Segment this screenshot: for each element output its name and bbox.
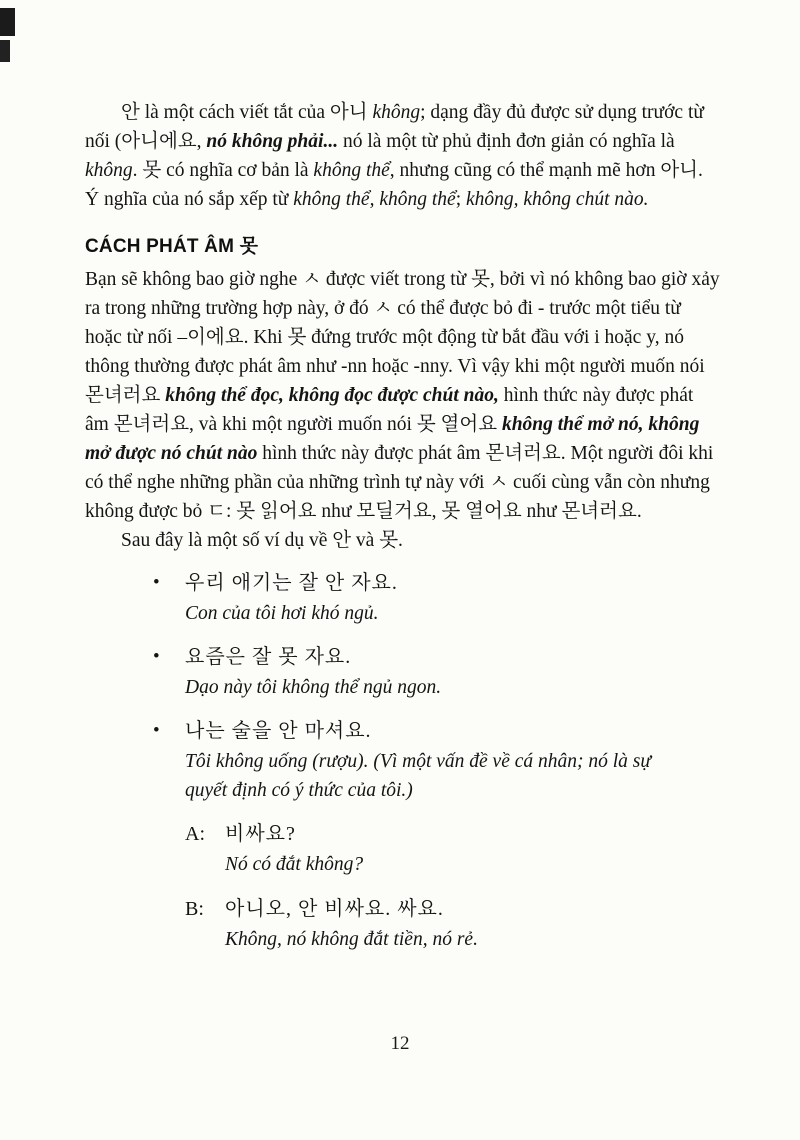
example-body: [185, 567, 655, 628]
example-item: [153, 641, 720, 702]
example-item: [153, 567, 720, 628]
dialogue-line: [185, 893, 720, 954]
example-item: [153, 715, 720, 805]
example-body: [185, 641, 655, 702]
scan-artifact-mark: [0, 8, 15, 36]
vietnamese-translation: Dạo này tôi không thể ngủ ngon.: [185, 677, 442, 698]
speaker-label: B:: [185, 898, 204, 920]
examples-intro: Sau đây là một số ví dụ về 안 và 못.: [121, 530, 403, 551]
bullet-marker: •: [153, 572, 160, 593]
dialogue-body: [225, 893, 695, 954]
korean-text: 비싸요?: [225, 823, 296, 845]
vietnamese-translation: Tôi không uống (rượu). (Vì một vấn đề về cá nhân; nó là sự quyết định có ý thức của tôi.): [185, 751, 652, 801]
korean-text: 요즘은 잘 못 자요.: [185, 646, 352, 668]
example-body: [185, 715, 655, 805]
intro-paragraph: 안 là một cách viết tắt của 아니 không; dạng đầy đủ được sử dụng trước từ nối (아니에요, nó không phải... nó là một từ phủ định đơn giản có nghĩa là không. 못 có nghĩa cơ bản là không thể, nhưng cũng có thể mạnh mẽ hơn 아니. Ý nghĩa của nó sắp xếp từ không thể, không thể; không, không chút nào.: [85, 102, 704, 210]
section-heading: CÁCH PHÁT ÂM 못: [85, 236, 259, 257]
bullet-marker: •: [153, 720, 160, 741]
dialogue-block: [185, 818, 720, 954]
examples-list: [153, 567, 720, 954]
dialogue-line: [185, 818, 720, 879]
scan-artifact-mark: [0, 40, 10, 62]
page-number: 12: [390, 1033, 410, 1054]
speaker-label: A:: [185, 823, 205, 845]
vietnamese-translation: Nó có đắt không?: [225, 854, 364, 875]
korean-text: 아니오, 안 비싸요. 싸요.: [225, 898, 444, 920]
vietnamese-translation: Con của tôi hơi khó ngủ.: [185, 603, 379, 624]
pronunciation-paragraph: Bạn sẽ không bao giờ nghe ㅅ được viết trong từ 못, bởi vì nó không bao giờ xảy ra trong những trường hợp này, ở đó ㅅ có thể được bỏ đi - trước một tiểu từ hoặc từ nối –이에요. Khi 못 đứng trước một động từ bắt đầu với i hoặc y, nó thông thường được phát âm như -nn hoặc -nny. Vì vậy khi một người muốn nói 몬녀러요 không thể đọc, không đọc được chút nào, hình thức này được phát âm 몬녀러요, và khi một người muốn nói 못 열어요 không thể mở nó, không mở được nó chút nào hình thức này được phát âm 몬녀러요. Một người đôi khi có thể nghe những phần của những trình tự này với ㅅ cuối cùng vẫn còn nhưng không được bỏ ㄷ: 못 읽어요 như 모딜거요, 못 열어요 như 몬녀러요.: [85, 269, 720, 522]
vietnamese-translation: Không, nó không đắt tiền, nó rẻ.: [225, 929, 478, 950]
korean-text: 우리 애기는 잘 안 자요.: [185, 572, 398, 594]
bullet-marker: •: [153, 646, 160, 667]
dialogue-body: [225, 818, 695, 879]
korean-text: 나는 술을 안 마셔요.: [185, 720, 372, 742]
